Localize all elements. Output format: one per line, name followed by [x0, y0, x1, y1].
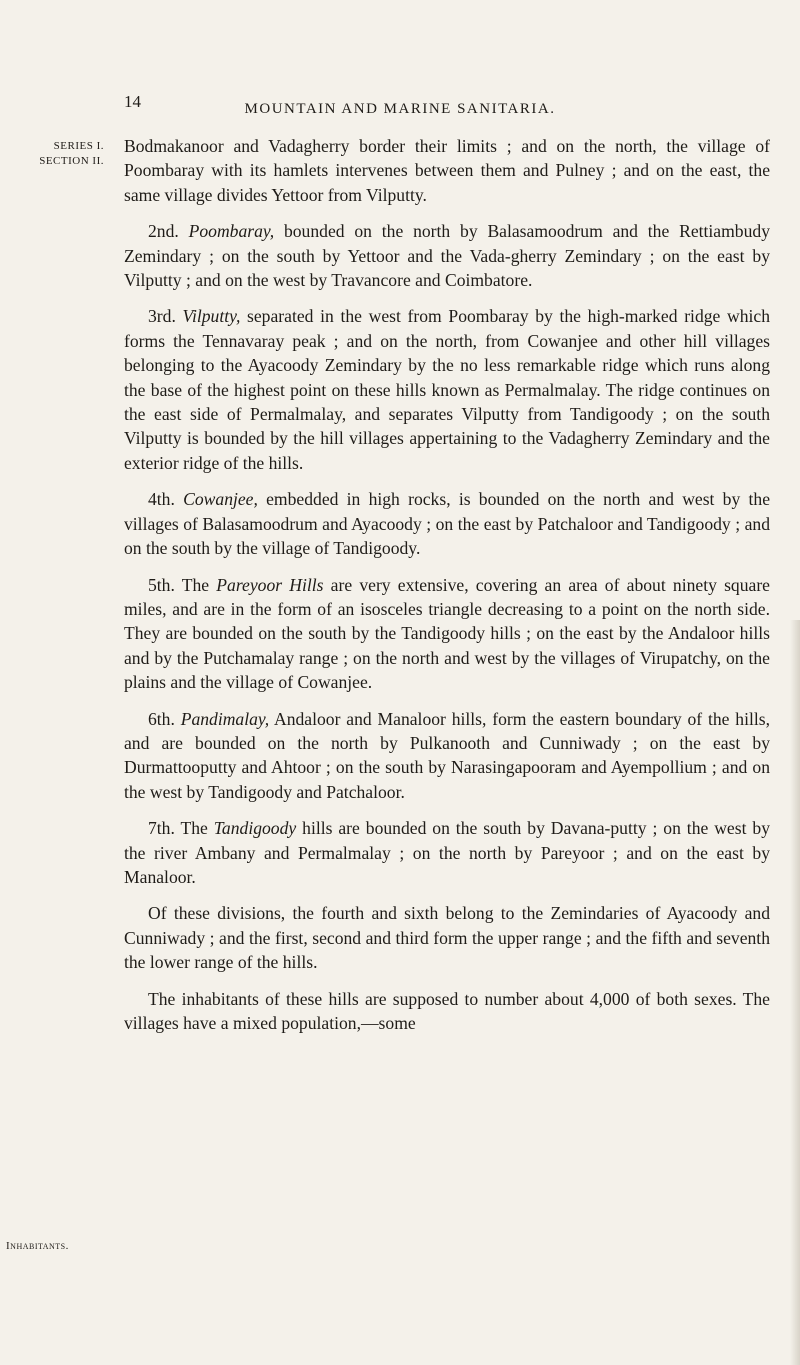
place-name: Vilputty,	[182, 306, 241, 327]
paragraph-text: hills are bounded on the south by Davana-putty ; on the west by the river Ambany and Permalmalay ; on the north by Pareyoor ; and on the east by Manaloor.	[124, 818, 770, 887]
paragraph-text: embedded in high rocks, is bounded on the north and west by the villages of Balasamoodrum and Ayacoody ; on the east by Patchaloor and Tandigoody ; and on the south by the village of Tandigoody.	[124, 489, 770, 559]
paragraph-lead: 4th.	[148, 489, 184, 510]
paragraph-text: separated in the west from Poombaray by the high-marked ridge which forms the Tennavaray peak ; and on the north, from Cowanjee and other hill villages belonging to the Ayacoody Zemindary by the no less remarkable ridge which runs along the base of the highest point on these hills known as Permalmalay. The ridge continues on the east side of Permalmalay, and separates Vilputty from Tandigoody ; on the south Vilputty is bounded by the hill villages appertaining to the Vadagherry Zemindary and the exterior ridge of the hills.	[124, 306, 771, 473]
place-name: Cowanjee,	[183, 489, 258, 510]
paragraph-lead: 7th. The	[148, 818, 214, 839]
paragraph-lead: 6th.	[148, 708, 181, 729]
paragraph-lead: 5th. The	[148, 574, 217, 595]
margin-note-series	[4, 139, 104, 169]
paragraph	[124, 573, 770, 695]
paragraph-text: The inhabitants of these hills are supposed to number about 4,000 of both sexes. The villages have a mixed population,—some	[124, 988, 770, 1033]
place-name: Poombaray,	[188, 221, 275, 242]
paragraph	[124, 487, 770, 560]
running-title: MOUNTAIN AND MARINE SANITARIA.	[244, 101, 556, 117]
paragraph-text: Andaloor and Manaloor hills, form the eastern boundary of the hills, and are bounded on the north by Pulkanooth and Cunniwady ; on the east by Durmattooputty and Ahtoor ; on the south by Narasingapooram and Ayempollium ; and on the west by Tandigoody and Patchaloor.	[124, 708, 770, 802]
place-name: Tandigoody	[213, 818, 297, 839]
paragraph	[124, 901, 770, 974]
margin-section: SECTION II.	[39, 155, 104, 167]
place-name: Pandimalay,	[180, 708, 270, 729]
paragraph	[124, 304, 770, 475]
margin-note-inhabitants: Inhabitants.	[6, 1240, 69, 1252]
paragraph	[124, 987, 770, 1036]
paragraph-text: Of these divisions, the fourth and sixth belong to the Zemindaries of Ayacoody and Cunniwady ; and the first, second and third form the upper range ; and the fifth and seventh the lower range of the hills.	[124, 903, 770, 973]
paragraph	[124, 134, 770, 207]
place-name: Pareyoor Hills	[216, 574, 324, 595]
margin-series: SERIES I.	[53, 140, 104, 152]
page-number: 14	[124, 92, 141, 111]
paragraph	[124, 219, 770, 292]
paragraph-lead: 3rd.	[148, 306, 183, 327]
paragraph-text: Bodmakanoor and Vadagherry border their limits ; and on the north, the village of Poombaray with its hamlets intervenes between them and Pulney ; and on the east, the same village divides Yettoor from Vilputty.	[124, 136, 770, 205]
paragraph-lead: 2nd.	[148, 221, 189, 242]
page-edge-shadow	[790, 620, 800, 1365]
paragraph-text: are very extensive, covering an area of about ninety square miles, and are in the form of an isosceles triangle decreasing to a point on the north side. They are bounded on the south by the Tandigoody hills ; on the east by the Andaloor hills and by the Putchamalay range ; on the north and west by the villages of Virupatchy, on the plains and the village of Cowanjee.	[124, 574, 770, 693]
paragraph-text: bounded on the north by Balasamoodrum and the Rettiambudy Zemindary ; on the south by Yettoor and the Vada-gherry Zemindary ; on the east by Vilputty ; and on the west by Travancore and Coimbatore.	[124, 221, 770, 291]
body-text	[124, 134, 770, 1047]
paragraph	[124, 707, 770, 805]
paragraph	[124, 816, 770, 889]
